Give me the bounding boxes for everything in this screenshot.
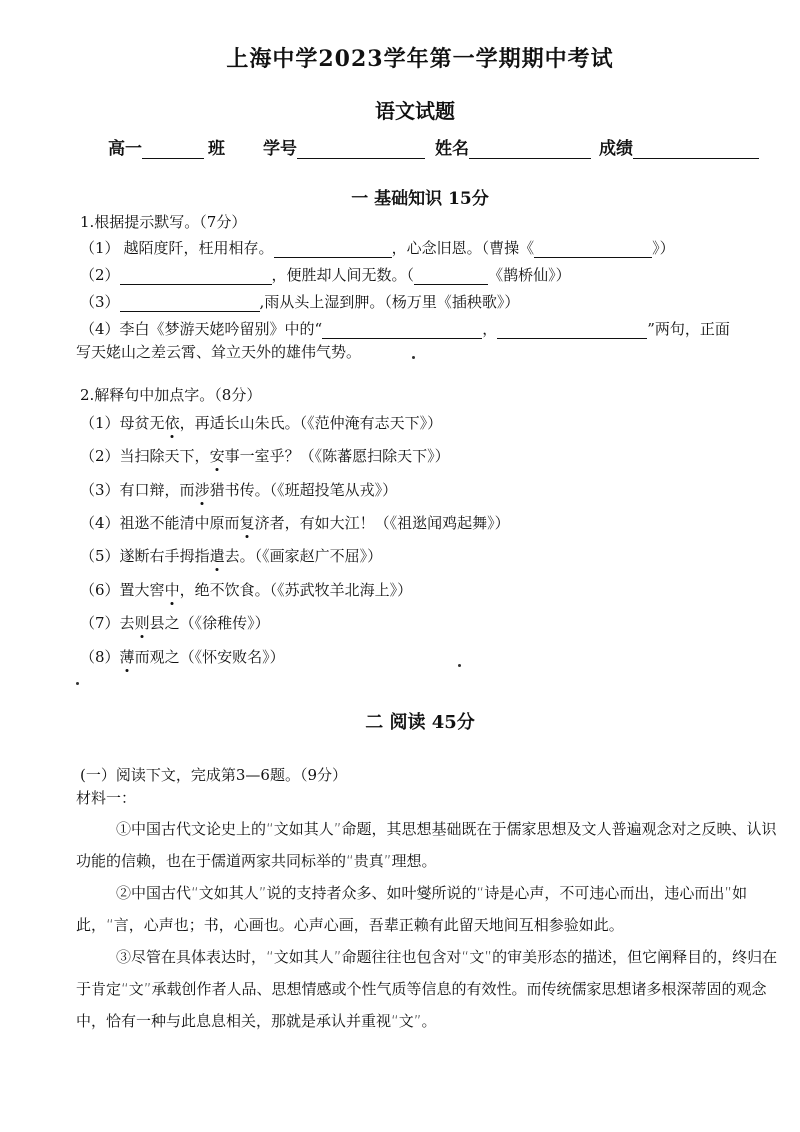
q1-1-source-blank[interactable] — [534, 241, 652, 258]
q1-4-answer-blank-b[interactable] — [497, 322, 647, 339]
dotted-char: 安 — [209, 447, 225, 465]
exam-title: 上海中学2023学年第一学期期中考试 — [226, 46, 614, 72]
q1-item-3: （3） ,雨从头上湿到胛。（杨万里《插秧歌》） — [80, 293, 520, 311]
q2-item-5: （5）遂断右手拇指遣去。（《画家赵广不屈》） — [80, 547, 383, 565]
q2-title: 2.解释句中加点字。（8分） — [80, 386, 262, 404]
q2-item-2: （2）当扫除天下，安事一室乎？（《陈蕃愿扫除天下》） — [80, 447, 450, 465]
q1-item-1: （1） 越陌度阡，枉用相存。 ，心念旧恩。（曹操《 》） — [80, 239, 675, 257]
score-blank[interactable] — [633, 140, 759, 159]
material-label: 材料一： — [76, 789, 137, 807]
q1-item-2: （2） ，便胜却人间无数。（ 《鹊桥仙》） — [80, 266, 571, 284]
scan-speck — [458, 664, 461, 667]
q2-item-3: （3）有口辩，而涉猎书传。（《班超投笔从戎》） — [80, 481, 398, 499]
dotted-char: 遣 — [209, 547, 225, 565]
q1-2-answer-blank[interactable] — [120, 268, 272, 285]
student-info-row — [108, 134, 759, 159]
score-label: 成绩 — [599, 139, 633, 159]
class-label: 班 — [208, 139, 225, 159]
exam-subtitle: 语文试题 — [375, 99, 455, 123]
dotted-char: 涉 — [194, 481, 210, 499]
name-label: 姓名 — [435, 139, 469, 159]
dotted-char: 中 — [164, 581, 180, 599]
q2-item-8: （8）薄而观之（《怀安败名》） — [80, 648, 285, 666]
student-id-label: 学号 — [263, 139, 297, 159]
q2-item-6: （6）置大窖中，绝不饮食。（《苏武牧羊北海上》） — [80, 581, 413, 599]
q1-item-4-cont: 写天姥山之差云霄、耸立天外的雄伟气势。 — [76, 343, 362, 361]
q2-item-4: （4）祖逖不能清中原而复济者，有如大江！（《祖逖闻鸡起舞》） — [80, 514, 510, 532]
dotted-char: 复 — [239, 514, 255, 532]
reading-part-1-instructions: (一）阅读下文，完成第3—6题。（9分） — [80, 766, 347, 784]
dotted-char: 则 — [134, 614, 150, 632]
material-paragraph-2: ②中国古代“文如其人”说的支持者众多、如叶燮所说的“诗是心声，不可违心而出，违心而出”如此，“言，心声也；书，心画也。心声心画，吾辈正赖有此留天地间互相参验如此。 — [76, 884, 748, 934]
material-paragraph-3: ③尽管在具体表达时，“文如其人”命题往往也包含对“文”的审美形态的描述，但它阐释目的，终归在于肯定“文”承载创作者人品、思想情感或个性气质等信息的有效性。而传统儒家思想诸多根深蒂固的观念中，恰有一种与此息息相关，那就是承认并重视“文”。 — [76, 948, 778, 1030]
name-blank[interactable] — [469, 140, 591, 159]
q1-item-4: （4）李白《梦游天姥吟留别》中的“ ， ”两句，正面 — [80, 320, 730, 338]
q1-1-answer-blank[interactable] — [274, 241, 392, 258]
q1-2-author-blank[interactable] — [414, 268, 488, 285]
q1-title: 1.根据提示默写。（7分） — [80, 213, 247, 231]
dotted-char: 薄 — [119, 648, 135, 666]
class-blank[interactable] — [142, 140, 204, 159]
grade-label: 高一 — [108, 139, 142, 159]
section-1-heading: 一 基础知识 15分 — [351, 189, 489, 209]
q2-item-7: （7）去则县之（《徐稚传》） — [80, 614, 270, 632]
dotted-char: 依 — [164, 414, 180, 432]
q1-4-answer-blank-a[interactable] — [322, 322, 482, 339]
scan-speck — [76, 682, 79, 685]
q1-3-answer-blank[interactable] — [120, 295, 260, 312]
student-id-blank[interactable] — [297, 140, 425, 159]
scan-speck — [412, 356, 415, 359]
material-paragraph-1: ①中国古代文论史上的“文如其人”命题，其思想基础既在于儒家思想及文人普遍观念对之反映、认识功能的信赖，也在于儒道两家共同标举的“贵真”理想。 — [76, 820, 777, 870]
section-2-heading: 二 阅读 45分 — [365, 712, 475, 733]
q2-item-1: （1）母贫无依，再适长山朱氏。（《范仲淹有志天下》） — [80, 414, 443, 432]
